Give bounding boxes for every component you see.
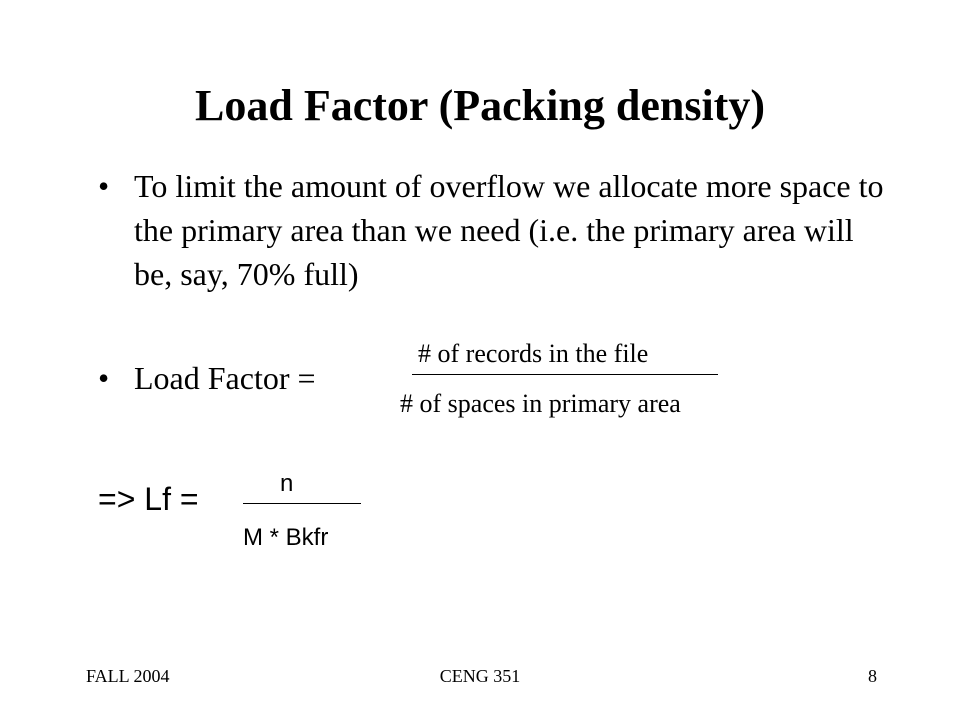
lf-label: Lf =: [144, 481, 199, 517]
lf-formula-label: [98, 477, 199, 521]
load-factor-label: Load Factor =: [134, 360, 316, 396]
lf-denominator: M * Bkfr: [243, 524, 329, 551]
bullet-text-overflow: To limit the amount of overflow we allocate more space to the primary area than we need (i.e. the primary area will be, say, 70% full): [134, 168, 884, 292]
fraction-denominator: # of spaces in primary area: [400, 389, 681, 418]
bullet-list: [98, 164, 898, 296]
bullet-dot: •: [98, 168, 110, 204]
bullet-dot: •: [98, 360, 110, 396]
bullet-item-load-factor: [98, 356, 316, 400]
footer-date: FALL 2004: [86, 666, 170, 686]
implies-arrow: =>: [98, 481, 136, 517]
lf-fraction-bar: [243, 503, 361, 504]
footer-course: CENG 351: [439, 666, 521, 686]
bullet-item-overflow: [98, 164, 898, 296]
slide-title: Load Factor (Packing density): [195, 81, 765, 130]
lf-numerator: n: [280, 470, 294, 497]
fraction-bar: [412, 374, 718, 375]
fraction-numerator: # of records in the file: [418, 339, 649, 368]
page-number: 8: [868, 666, 877, 686]
